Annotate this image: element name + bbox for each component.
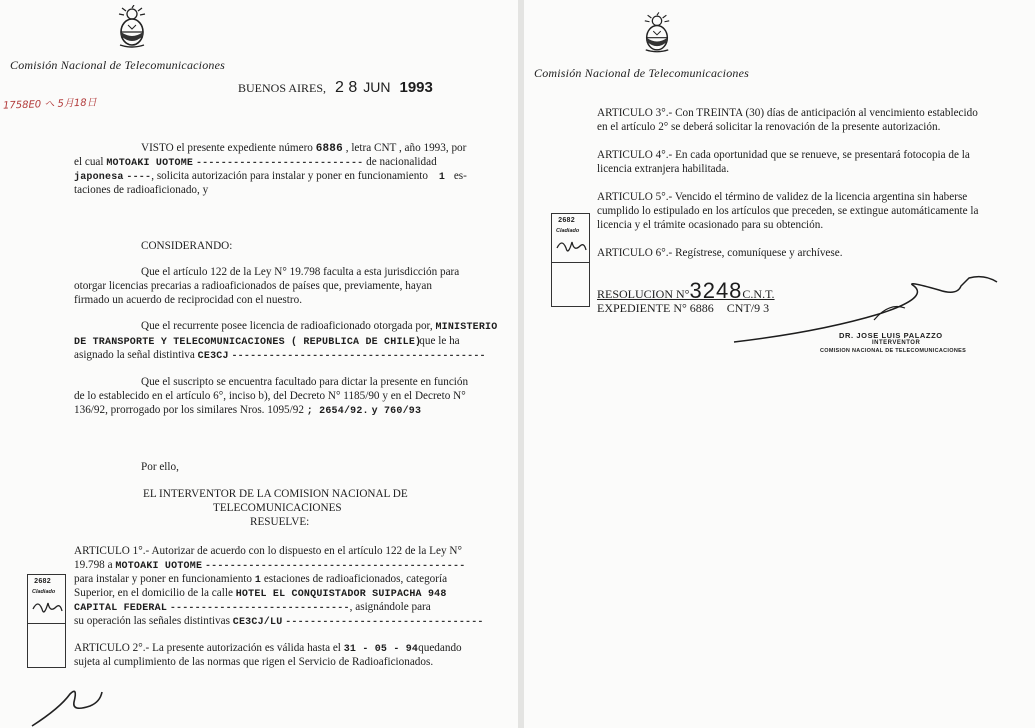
signatory-title: INTERVENTOR — [872, 340, 921, 346]
date-month: JUN — [363, 79, 391, 95]
resolucion-number: 3248 — [689, 278, 743, 303]
institution-name: Comisión Nacional de Telecomunicaciones — [534, 66, 749, 80]
article-5-line-1: ARTICULO 5°.- Vencido el término de validez de la licencia argentina sin haberse — [597, 191, 968, 203]
validity-date: 31 - 05 - 94 — [343, 644, 419, 655]
visto-line-4: taciones de radioaficionado, y — [74, 184, 209, 196]
article-1-line-2: 19.798 a MOTOAKI UOTOME ------------------------------------------ — [74, 559, 466, 572]
article-1-line-3: para instalar y poner en funcionamiento 1 estaciones de radioaficionados, categoría — [74, 573, 448, 586]
station-count: 1 — [438, 172, 446, 183]
article-5-line-3: licencia y el trámite ocasionado para su obtención. — [597, 219, 824, 231]
signature-fragment-icon — [30, 688, 110, 728]
date-year: 1993 — [399, 79, 433, 96]
interventor-line-1: EL INTERVENTOR DE LA COMISION NACIONAL DE — [143, 488, 408, 500]
resolucion-number-line: RESOLUCION N°3248C.N.T. — [597, 278, 775, 303]
visto-line-2: el cual MOTOAKI UOTOME --------------------------- de nacionalidad — [74, 156, 437, 169]
visto-line-3: japonesa ----, solicita autorización para instalar y poner en funcionamiento 1 es- — [74, 170, 467, 183]
place-date — [238, 79, 433, 97]
nationality: japonesa — [74, 172, 124, 183]
article-1-line-4: Superior, en el domicilio de la calle HOTEL EL CONQUISTADOR SUIPACHA 948 — [74, 587, 447, 600]
signature-icon — [729, 272, 1004, 352]
considerando-3-line-3: 136/92, prorrogado por los similares Nros. 1095/92 ; 2654/92. y 760/93 — [74, 404, 422, 417]
considerando-1-line-1: Que el artículo 122 de la Ley N° 19.798 faculta a esta jurisdicción para — [141, 266, 460, 278]
initials-scribble-icon — [554, 236, 588, 260]
considerando-heading: CONSIDERANDO: — [141, 240, 233, 252]
article-3-line-1: ARTICULO 3°.- Con TREINTA (30) días de anticipación al vencimiento establecido — [597, 107, 978, 119]
article-3-line-2: en el artículo 2° se deberá solicitar la renovación de la presente autorización. — [597, 121, 941, 133]
coat-of-arms-icon — [116, 5, 148, 49]
visto-line-1: VISTO el presente expediente número 6886 , letra CNT , año 1993, por — [141, 142, 467, 155]
signatory-name: DR. JOSE LUIS PALAZZO — [839, 331, 943, 340]
city: BUENOS AIRES, — [238, 81, 327, 95]
considerando-2-line-1: Que el recurrente posee licencia de radioaficionado otorgada por, MINISTERIO — [141, 320, 498, 333]
expediente-number: 6886 — [315, 143, 343, 155]
considerando-1-line-3: firmado un acuerdo de reciprocidad con el nuestro. — [74, 294, 303, 306]
callsign: CE3CJ — [197, 351, 229, 362]
considerando-1-line-2: otorgar licencias precarias a radioaficionados de países que, previamente, hayan — [74, 280, 432, 292]
registry-stamp: 2682 Cladiado — [551, 213, 590, 307]
coat-of-arms-icon — [642, 12, 672, 54]
address: HOTEL EL CONQUISTADOR SUIPACHA 948 — [235, 589, 447, 600]
interventor-line-2: TELECOMUNICACIONES — [213, 502, 342, 514]
article-4-line-2: licencia extranjera habilitada. — [597, 163, 729, 175]
issuing-authority: MINISTERIO — [435, 322, 498, 333]
registry-stamp: 2682 Cladiado — [27, 574, 66, 668]
interventor-line-3: RESUELVE: — [250, 516, 310, 528]
article-5-line-2: cumplido lo estipulado en los artículos que preceden, se extingue automáticamente la — [597, 205, 979, 217]
date-day: 2 8 — [335, 79, 358, 96]
article-2-line-2: sujeta al cumplimiento de las normas que rigen el Servicio de Radioaficionados. — [74, 656, 434, 668]
considerando-3-line-2: de lo establecido en el artículo 6°, inciso b), del Decreto N° 1185/90 y en el Decreto N° — [74, 390, 466, 402]
callsigns: CE3CJ/LU — [232, 617, 283, 628]
handwritten-note: 1758E0 へ 5月18日 — [2, 97, 97, 112]
article-6: ARTICULO 6°.- Regístrese, comuníquese y archívese. — [597, 247, 843, 259]
applicant-name: MOTOAKI UOTOME — [106, 158, 194, 169]
article-1-line-6: su operación las señales distintivas CE3CJ/LU -------------------------------- — [74, 615, 484, 628]
page-right — [524, 0, 1035, 728]
initials-scribble-icon — [30, 597, 64, 621]
considerando-3-line-1: Que el suscripto se encuentra facultado para dictar la presente en función — [141, 376, 469, 388]
considerando-2-line-3: asignado la señal distintiva CE3CJ ----------------------------------------- — [74, 349, 486, 362]
article-1-line-5: CAPITAL FEDERAL -----------------------------, asignándole para — [74, 601, 431, 614]
article-1-line-1: ARTICULO 1°.- Autorizar de acuerdo con lo dispuesto en el artículo 122 de la Ley N° — [74, 545, 462, 557]
institution-name: Comisión Nacional de Telecomunicaciones — [10, 58, 225, 72]
article-2-line-1: ARTICULO 2°.- La presente autorización es válida hasta el 31 - 05 - 94quedando — [74, 642, 462, 655]
considerando-2-line-2: DE TRANSPORTE Y TELECOMUNICACIONES ( REPUBLICA DE CHILE)que le ha — [74, 335, 460, 348]
expediente-reference: EXPEDIENTE N° 6886 CNT/9 3 — [597, 301, 770, 315]
signatory-org: COMISION NACIONAL DE TELECOMUNICACIONES — [820, 348, 967, 354]
por-ello: Por ello, — [141, 461, 179, 473]
article-4-line-1: ARTICULO 4°.- En cada oportunidad que se renueve, se presentará fotocopia de la — [597, 149, 970, 161]
